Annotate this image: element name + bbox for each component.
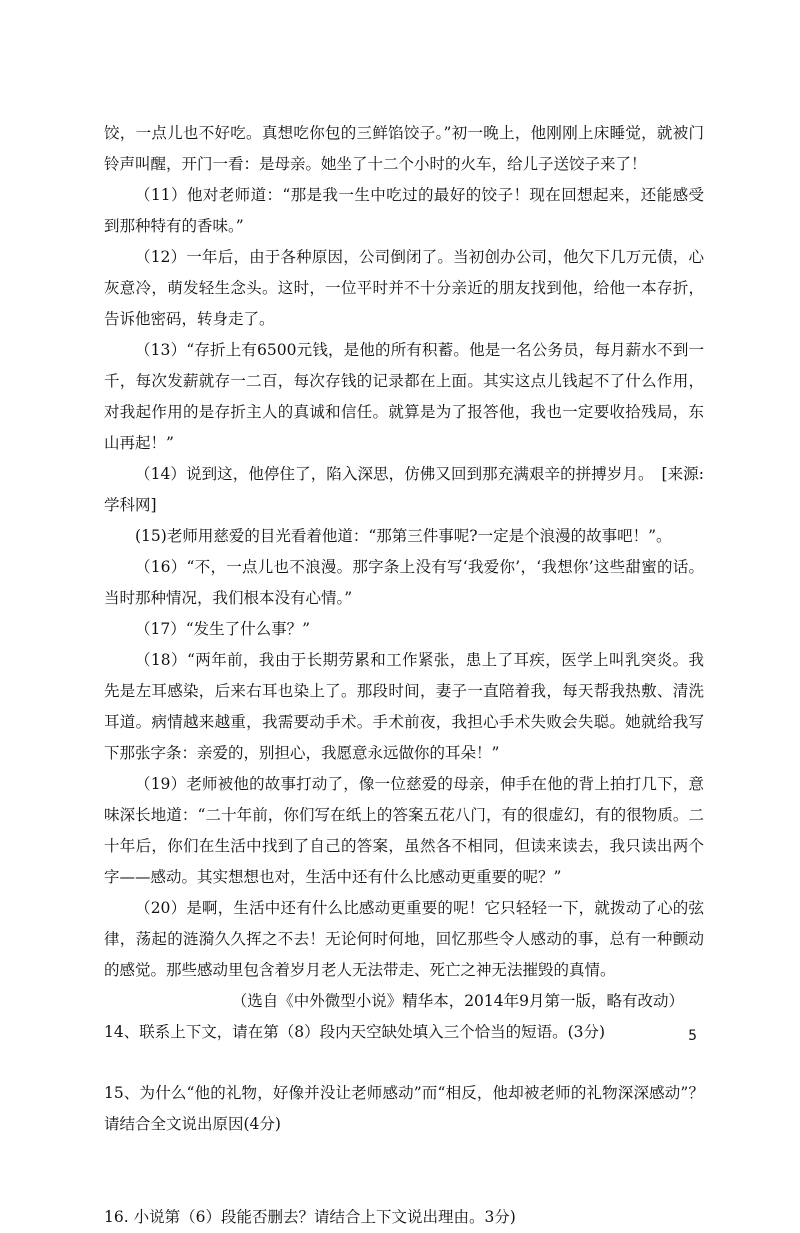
source-citation: （选自《中外微型小说》精华本，2014年9月第一版，略有改动） [231,992,684,1010]
paragraph-19: （19）老师被他的故事打动了，像一位慈爱的母亲，伸手在他的背上拍打几下，意味深长地道：“二十年前，你们写在纸上的答案五花八门，有的很虚幻，有的很物质。二十年后，你们在生活中找到了自己的答案，虽然各不相同，但读来读去，我只读出两个字——感动。其实想想也对，生活中还有什么比感动更重要的呢？” [104,775,704,886]
question-15: 15、为什么“他的礼物，好像并没让老师感动”而“相反，他却被老师的礼物深深感动”？请结合全文说出原因(4分) [104,1084,704,1133]
question-16: 16. 小说第（6）段能否删去？请结合上下文说出理由。3分) [104,1208,516,1226]
paragraph-20: （20）是啊，生活中还有什么比感动更重要的呢！它只轻轻一下，就拨动了心的弦律，荡起的涟漪久久挥之不去！无论何时何地，回忆那些令人感动的事，总有一种颤动的感觉。那些感动里包含着岁月老人无法带走、死亡之神无法摧毁的真情。 [104,899,704,979]
paragraph-14: （14）说到这，他停住了，陷入深思，仿佛又回到那充满艰辛的拼搏岁月。 [来源:学科网] [104,465,704,514]
paragraph-16: （16）“不，一点儿也不浪漫。那字条上没有写‘我爱你’，‘我想你’这些甜蜜的话。当时那种情况，我们根本没有心情。” [104,558,704,607]
page-number: 5 [688,1028,697,1044]
paragraph-17: （17）“发生了什么事？” [135,620,311,638]
paragraph-12: （12）一年后，由于各种原因，公司倒闭了。当初创办公司，他欠下几万元债，心灰意冷，萌发轻生念头。这时，一位平时并不十分亲近的朋友找到他，给他一本存折，告诉他密码，转身走了。 [104,248,704,328]
answer-space-15 [104,1140,704,1202]
article-body [104,0,704,1233]
paragraph-18: （18）“两年前，我由于长期劳累和工作紧张，患上了耳疾，医学上叫乳突炎。我先是左耳感染，后来右耳也染上了。那段时间，妻子一直陪着我，每天帮我热敷、清洗耳道。病情越来越重，我需要动手术。手术前夜，我担心手术失败会失聪。她就给我写下那张字条：亲爱的，别担心，我愿意永远做你的耳朵！” [104,651,704,762]
question-14: 14、联系上下文，请在第（8）段内天空缺处填入三个恰当的短语。(3分) [104,1023,606,1041]
answer-space-14 [104,1048,704,1078]
paragraph-13: （13）“存折上有6500元钱，是他的所有积蓄。他是一名公务员，每月薪水不到一千，每次发薪就存一二百，每次存钱的记录都在上面。其实这点儿钱起不了什么作用，对我起作用的是存折主人的真诚和信任。就算是为了报答他，我也一定要收拾残局，东山再起！” [104,341,704,452]
paragraph-15: (15)老师用慈爱的目光看着他道：“那第三件事呢?一定是个浪漫的故事吧！”。 [135,527,672,545]
paragraph-11: （11）他对老师道：“那是我一生中吃过的最好的饺子！现在回想起来，还能感受到那种特有的香味。” [104,186,704,235]
paragraph-10-continued: 饺，一点儿也不好吃。真想吃你包的三鲜馅饺子。”初一晚上，他刚刚上床睡觉，就被门铃声叫醒，开门一看：是母亲。她坐了十二个小时的火车，给儿子送饺子来了！ [104,124,704,173]
